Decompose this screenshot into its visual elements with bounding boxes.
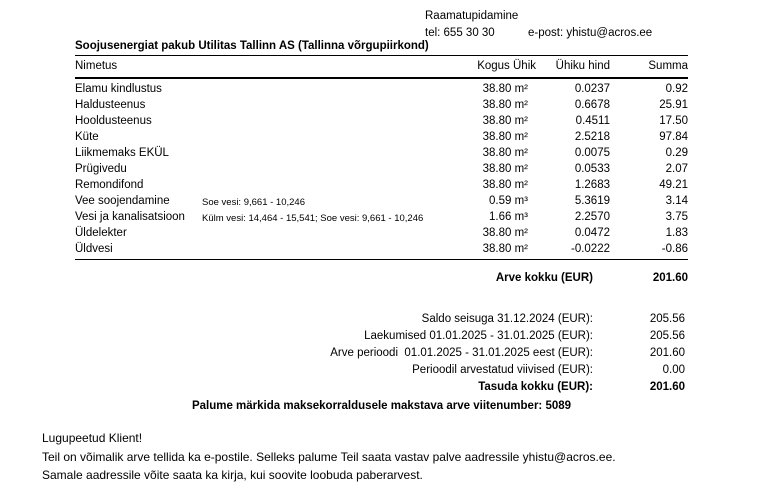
- table-row: [75, 193, 688, 209]
- quantity-cell: 0.59 m³: [489, 195, 528, 207]
- service-name: Vee soojendamine: [75, 195, 170, 207]
- sum-cell: 1.83: [665, 227, 688, 239]
- footer-greeting: Lugupeetud Klient!: [42, 431, 143, 445]
- summary-value: 201.60: [649, 346, 685, 359]
- column-header-nimetus: Nimetus: [75, 60, 118, 72]
- unit-price-cell: 0.0533: [574, 163, 610, 175]
- summary-value: 201.60: [649, 380, 685, 393]
- sum-cell: 17.50: [659, 115, 688, 127]
- table-row: [75, 161, 688, 177]
- sum-cell: 97.84: [659, 131, 688, 143]
- summary-label: Arve perioodi 01.01.2025 - 31.01.2025 eest (EUR):: [330, 346, 593, 359]
- summary-value: 205.56: [649, 329, 685, 342]
- column-header-uhiku-hind: Ühiku hind: [555, 60, 610, 72]
- table-header-row: [75, 56, 688, 79]
- quantity-cell: 38.80 m²: [482, 131, 528, 143]
- table-row: [75, 241, 688, 257]
- table-row: [75, 225, 688, 241]
- summary-value: 205.56: [649, 312, 685, 325]
- summary-line: [75, 310, 685, 327]
- footer-line-1: Teil on võimalik arve tellida ka e-postile. Selleks palume Teil saata vastav palve aadressile yhistu@acros.ee.: [42, 449, 616, 464]
- service-name: Küte: [75, 131, 99, 143]
- quantity-cell: 38.80 m²: [482, 83, 528, 95]
- unit-price-cell: 0.0237: [574, 83, 610, 95]
- summary-line: [75, 361, 685, 378]
- quantity-cell: 38.80 m²: [482, 227, 528, 239]
- footer-note: [42, 429, 616, 485]
- invoice-total-label: Arve kokku (EUR): [495, 272, 593, 284]
- unit-price-cell: 1.2683: [574, 179, 610, 191]
- sum-cell: 0.29: [665, 147, 688, 159]
- table-row: [75, 145, 688, 161]
- unit-price-cell: 0.0472: [574, 227, 610, 239]
- quantity-cell: 1.66 m³: [489, 211, 528, 223]
- quantity-cell: 38.80 m²: [482, 147, 528, 159]
- column-header-summa: Summa: [648, 60, 688, 72]
- sum-cell: 3.14: [665, 195, 688, 207]
- table-row: [75, 113, 688, 129]
- unit-price-cell: 2.2570: [574, 211, 610, 223]
- sum-cell: 25.91: [659, 99, 688, 111]
- meter-reading-note: Külm vesi: 14,464 - 15,541; Soe vesi: 9,661 - 10,246: [202, 213, 424, 224]
- meter-reading-note: Soe vesi: 9,661 - 10,246: [202, 197, 305, 208]
- accounting-department-label: Raamatupidamine: [425, 10, 519, 22]
- table-row: [75, 81, 688, 97]
- phone-number: tel: 655 30 30: [425, 27, 495, 39]
- summary-line: [75, 327, 685, 344]
- invoice-section-title: Soojusenergiat pakub Utilitas Tallinn AS (Tallinna võrgupiirkond): [75, 40, 688, 56]
- quantity-cell: 38.80 m²: [482, 99, 528, 111]
- footer-line-2: Samale aadressile võite saata ka kirja, kui soovite loobuda paberarvest.: [42, 468, 423, 482]
- unit-price-cell: 0.6678: [574, 99, 610, 111]
- sum-cell: 3.75: [665, 211, 688, 223]
- quantity-cell: 38.80 m²: [482, 163, 528, 175]
- service-name: Haldusteenus: [75, 99, 146, 111]
- accounting-contact-block: [425, 8, 652, 42]
- table-row: [75, 97, 688, 113]
- quantity-cell: 38.80 m²: [482, 115, 528, 127]
- sum-cell: 2.07: [665, 163, 688, 175]
- unit-price-cell: 5.3619: [574, 195, 610, 207]
- summary-label: Saldo seisuga 31.12.2024 (EUR):: [421, 312, 593, 325]
- summary-value: 0.00: [662, 363, 685, 376]
- service-name: Remondifond: [75, 179, 144, 191]
- summary-label: Laekumised 01.01.2025 - 31.01.2025 (EUR):: [364, 329, 593, 342]
- summary-line: [75, 378, 685, 395]
- service-name: Üldelekter: [75, 227, 127, 239]
- invoice-total-row: [75, 272, 688, 284]
- invoice-body: [75, 40, 688, 412]
- column-header-kogus-uhik: Kogus Ühik: [477, 60, 536, 72]
- sum-cell: -0.86: [661, 243, 688, 255]
- service-name: Elamu kindlustus: [75, 83, 162, 95]
- unit-price-cell: -0.0222: [570, 243, 610, 255]
- service-name: Hooldusteenus: [75, 115, 152, 127]
- invoice-total-value: 201.60: [652, 272, 688, 284]
- invoice-rows: [75, 79, 688, 260]
- balance-summary: [75, 310, 688, 395]
- unit-price-cell: 0.0075: [574, 147, 610, 159]
- service-name: Üldvesi: [75, 243, 113, 255]
- table-row: [75, 177, 688, 193]
- sum-cell: 0.92: [665, 83, 688, 95]
- service-name: Vesi ja kanalisatsioon: [75, 211, 185, 223]
- sum-cell: 49.21: [659, 179, 688, 191]
- summary-label: Tasuda kokku (EUR):: [478, 380, 593, 393]
- summary-label: Perioodil arvestatud viivised (EUR):: [412, 363, 593, 376]
- unit-price-cell: 0.4511: [575, 115, 610, 127]
- quantity-cell: 38.80 m²: [482, 179, 528, 191]
- table-row: [75, 209, 688, 225]
- summary-line: [75, 344, 685, 361]
- service-name: Liikmemaks EKÜL: [75, 147, 169, 159]
- unit-price-cell: 2.5218: [574, 131, 610, 143]
- quantity-cell: 38.80 m²: [482, 243, 528, 255]
- table-row: [75, 129, 688, 145]
- service-name: Prügivedu: [75, 163, 127, 175]
- email-address: e-post: yhistu@acros.ee: [528, 27, 653, 39]
- payment-reference-note: Palume märkida maksekorraldusele makstava arve viitenumber: 5089: [191, 400, 572, 412]
